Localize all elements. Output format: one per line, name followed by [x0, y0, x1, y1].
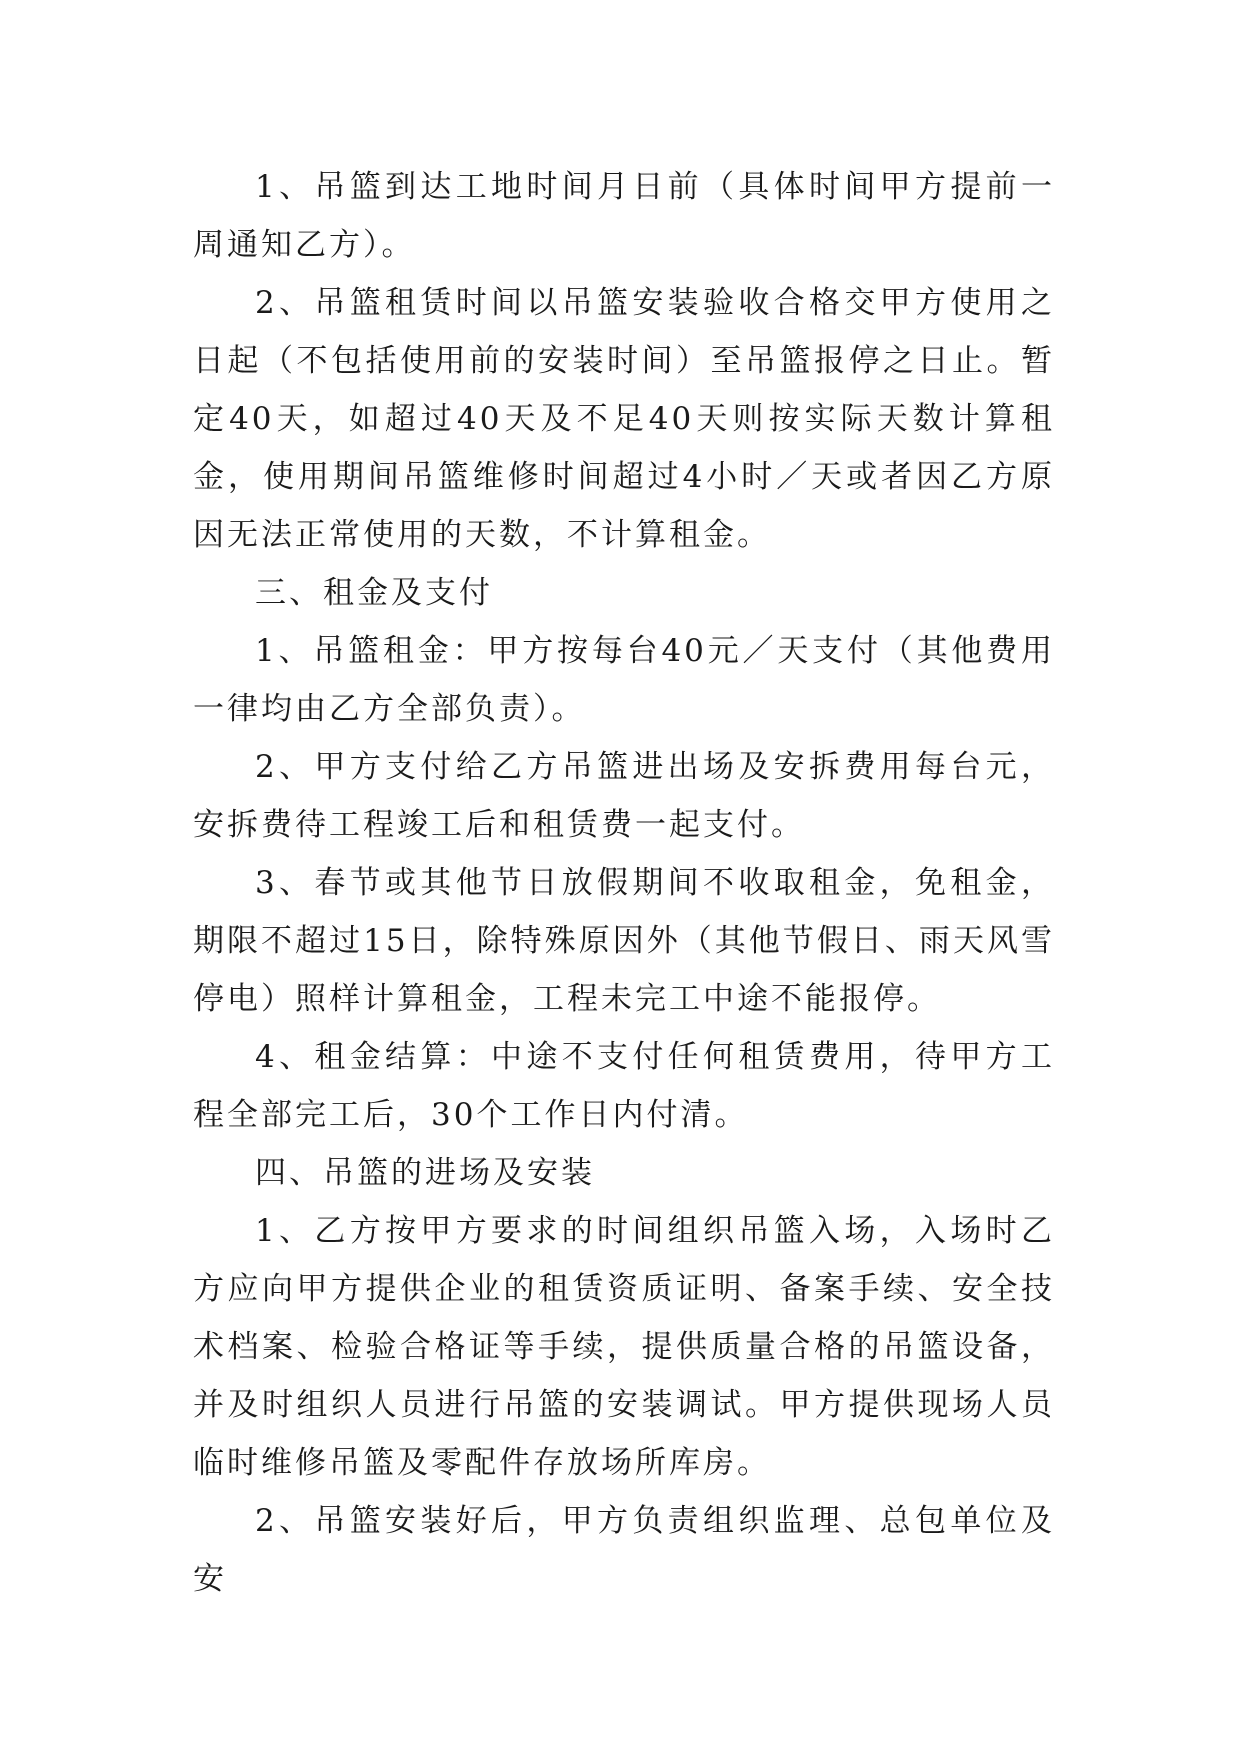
paragraph-rent-rate: 1、吊篮租金：甲方按每台40元／天支付（其他费用一律均由乙方全部负责）。 [193, 633, 1055, 727]
section-heading-rent-payment: 三、租金及支付 [255, 575, 493, 611]
document-body [193, 158, 1055, 1608]
paragraph-entry-requirements: 1、乙方按甲方要求的时间组织吊篮入场，入场时乙方应向甲方提供企业的租赁资质证明、备案手续、安全技术档案、检验合格证等手续，提供质量合格的吊篮设备，并及时组织人员进行吊篮的安装调试。甲方提供现场人员临时维修吊篮及零配件存放场所库房。 [193, 1213, 1055, 1481]
paragraph-rental-period: 2、吊篮租赁时间以吊篮安装验收合格交甲方使用之日起（不包括使用前的安装时间）至吊篮报停之日止。暂定40天，如超过40天及不足40天则按实际天数计算租金，使用期间吊篮维修时间超过4小时／天或者因乙方原因无法正常使用的天数，不计算租金。 [193, 285, 1055, 553]
paragraph-arrival-time: 1、吊篮到达工地时间月日前（具体时间甲方提前一周通知乙方）。 [193, 169, 1055, 263]
paragraph-holiday-rule: 3、春节或其他节日放假期间不收取租金，免租金，期限不超过15日，除特殊原因外（其他节假日、雨天风雪停电）照样计算租金，工程未完工中途不能报停。 [193, 865, 1055, 1017]
section-heading-entry-installation: 四、吊篮的进场及安装 [255, 1155, 595, 1191]
paragraph-settlement: 4、租金结算：中途不支付任何租赁费用，待甲方工程全部完工后，30个工作日内付清。 [193, 1039, 1055, 1133]
paragraph-acceptance: 2、吊篮安装好后，甲方负责组织监理、总包单位及安 [193, 1503, 1055, 1597]
paragraph-installation-fee: 2、甲方支付给乙方吊篮进出场及安拆费用每台元，安拆费待工程竣工后和租赁费一起支付。 [193, 749, 1055, 843]
